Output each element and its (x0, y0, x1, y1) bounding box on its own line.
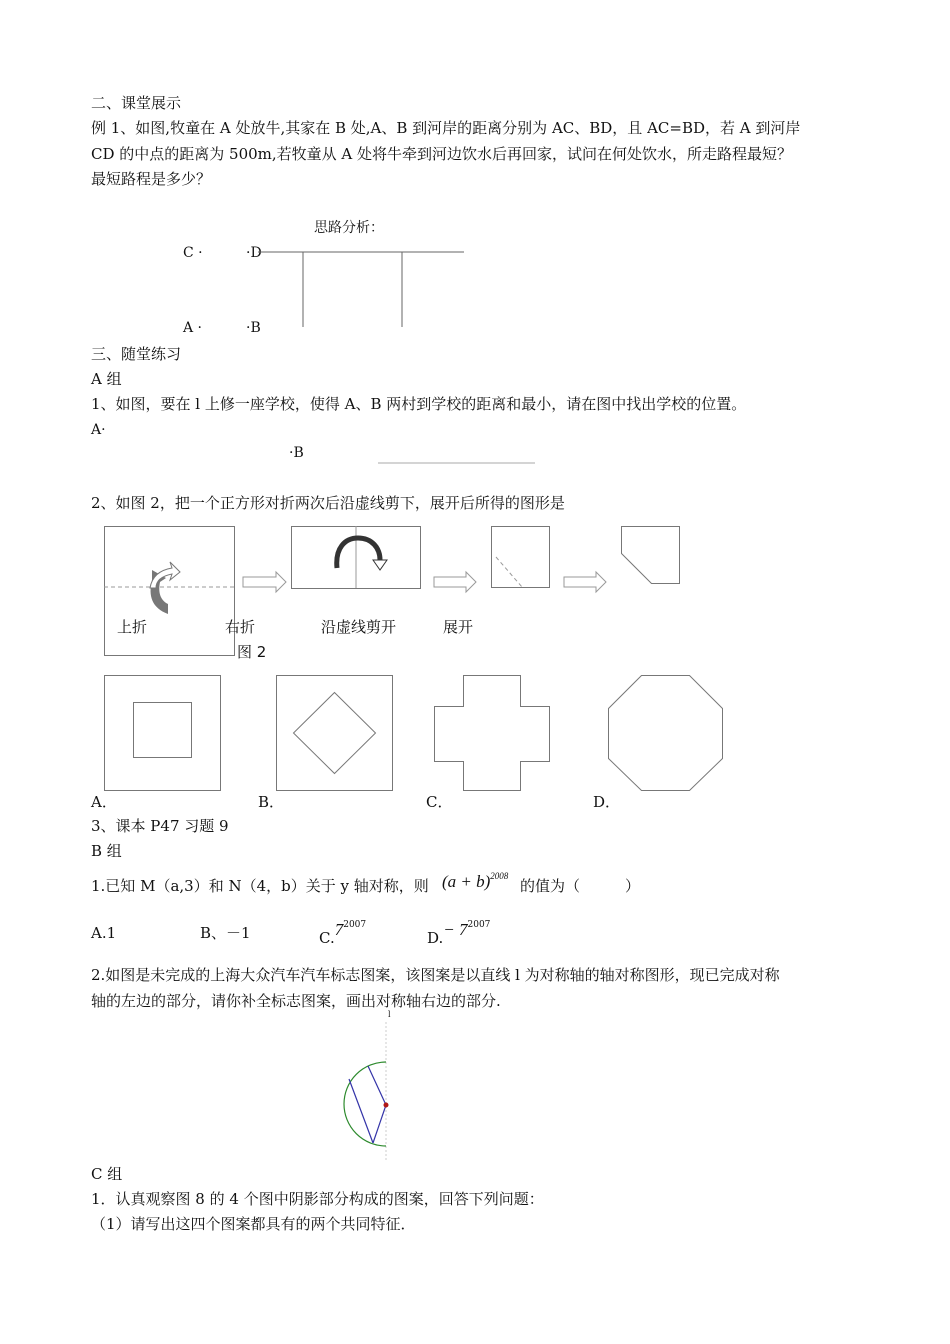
option-b-diamond (294, 693, 376, 774)
point-c-label: C · (183, 245, 203, 261)
b2-line1: 2.如图是未完成的上海大众汽车汽车标志图案，该图案是以直线 l 为对称轴的轴对称图形，现已完成对称 (91, 966, 780, 984)
section3-heading: 三、随堂练习 (91, 345, 182, 363)
group-a-heading: A 组 (91, 370, 122, 388)
option-c-cross (435, 676, 550, 791)
example1-line1: 例 1、如图,牧童在 A 处放牛,其家在 B 处,A、B 到河岸的距离分别为 AC、BD，且 AC=BD，若 A 到河岸 (91, 119, 801, 137)
logo-center-point (384, 1103, 389, 1108)
logo-half-circle (344, 1062, 386, 1146)
analysis-label: 思路分析： (314, 220, 384, 236)
b1-choice-c-base: 7 (334, 920, 344, 939)
step-arrow-1-icon (243, 572, 286, 592)
example1-line3: 最短路程是多少？ (91, 170, 212, 188)
point-b-label: ·B (246, 320, 261, 336)
b1-exponent: 2008 (490, 871, 509, 881)
axis-l-label: l (388, 1010, 391, 1019)
fold-right-arrow-tip-icon (373, 560, 387, 570)
step-arrow-2-icon (434, 572, 476, 592)
b1-suffix: 的值为（ ） (520, 877, 641, 895)
logo-stroke-1 (349, 1079, 373, 1143)
b1-choice-d-prefix: D. (427, 929, 444, 947)
point-a-label: A · (183, 320, 203, 336)
b1-choice-c-exp: 2007 (343, 920, 367, 930)
step-label-cut: 沿虚线剪开 (321, 618, 397, 636)
question-3: 3、课本 P47 习题 9 (91, 817, 229, 835)
step-arrow-3-icon (564, 572, 606, 592)
section2-heading: 二、课堂展示 (91, 94, 182, 112)
b1-choice-b: B、－1 (200, 924, 251, 942)
b1-choice-a: A.1 (91, 924, 117, 942)
step-label-right-fold: 右折 (225, 618, 256, 636)
option-a-label: A． (91, 793, 117, 811)
logo-stroke-3 (368, 1066, 386, 1105)
step4-unfolded-shape (622, 527, 680, 584)
option-a-outer-square (105, 676, 221, 791)
point-d-label: ·D (246, 245, 262, 261)
b1-choice-d (427, 915, 491, 947)
b1-prefix: 1.已知 M（a,3）和 N（4，b）关于 y 轴对称，则 (91, 877, 429, 895)
group-b-heading: B 组 (91, 842, 122, 860)
question-2: 2、如图 2，把一个正方形对折两次后沿虚线剪下，展开后所得的图形是 (91, 494, 565, 512)
figure-2-caption: 图 2 (237, 643, 267, 661)
logo-stroke-2 (373, 1105, 386, 1143)
village-b-label: ·B (289, 445, 304, 461)
b1-choice-c-prefix: C. (319, 929, 335, 947)
option-d-octagon (609, 676, 723, 791)
option-d-label: D． (593, 793, 621, 811)
b1-expression (442, 866, 508, 892)
b1-base: (a + b) (442, 872, 491, 891)
option-a-inner-square (134, 703, 192, 758)
example1-line2: CD 的中点的距离为 500m,若牧童从 A 处将牛牵到河边饮水后再回家，试问在何处饮水，所走路程最短？ (91, 145, 793, 163)
b2-line2: 轴的左边的部分，请你补全标志图案，画出对称轴右边的部分. (91, 992, 501, 1010)
village-a-label: A· (91, 422, 106, 438)
option-c-label: C． (426, 793, 453, 811)
step3-cut-line (496, 557, 522, 587)
step3-square (492, 527, 550, 588)
b1-choice-d-base: − 7 (443, 920, 468, 939)
c1-question: 1．认真观察图 8 的 4 个图中阴影部分构成的图案，回答下列问题： (91, 1190, 544, 1208)
option-b-label: B． (258, 793, 285, 811)
step-label-unfold: 展开 (443, 618, 474, 636)
group-c-heading: C 组 (91, 1165, 123, 1183)
fold-right-arrow-icon (337, 538, 380, 568)
step-label-up-fold: 上折 (117, 618, 148, 636)
b1-choice-c (319, 915, 367, 947)
question-1: 1、如图，要在 l 上修一座学校，使得 A、B 两村到学校的距离和最小，请在图中找出学校的位置。 (91, 395, 747, 413)
c1-subquestion: （1）请写出这四个图案都具有的两个共同特征． (91, 1215, 416, 1233)
b1-choice-d-exp: 2007 (467, 920, 491, 930)
